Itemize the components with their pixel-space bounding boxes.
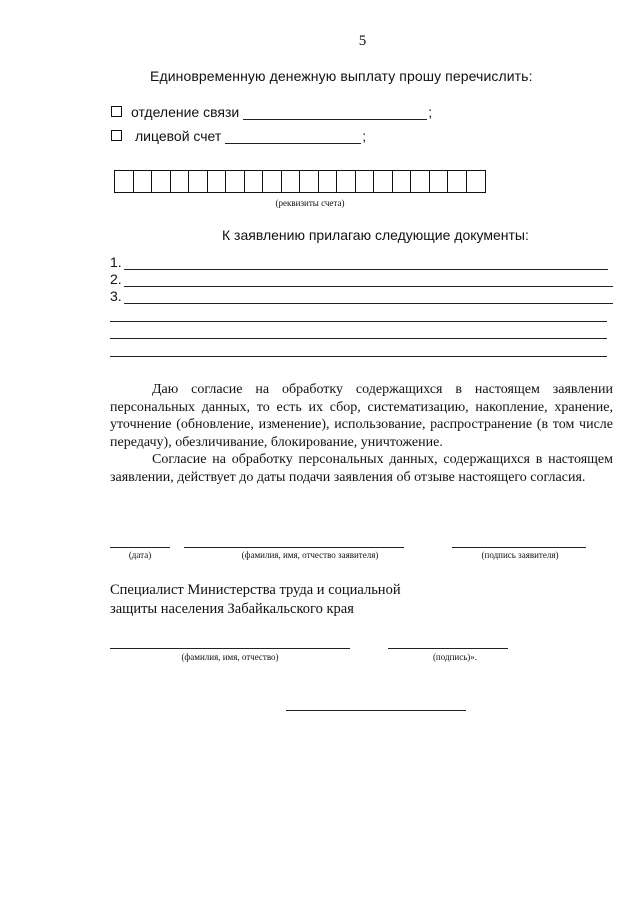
post-office-label: отделение связи (131, 104, 240, 120)
document-extra-line-3[interactable] (110, 356, 607, 357)
account-digit-cell[interactable] (430, 171, 449, 192)
option-personal-account[interactable] (111, 128, 366, 144)
consent-text (110, 381, 613, 486)
specialist-signature-caption: (подпись)». (432, 652, 478, 662)
account-digit-cell[interactable] (115, 171, 134, 192)
specialist-signature-line[interactable] (388, 648, 508, 649)
personal-account-checkbox[interactable] (111, 130, 122, 141)
date-caption: (дата) (128, 550, 152, 560)
personal-account-label: лицевой счет (135, 128, 222, 144)
option-post-office[interactable] (111, 104, 432, 120)
document-line-1[interactable] (110, 254, 608, 270)
account-digit-cell[interactable] (152, 171, 171, 192)
applicant-name-caption: (фамилия, имя, отчество заявителя) (241, 550, 379, 560)
personal-account-semicolon: ; (362, 128, 367, 144)
document-number-3: 3. (110, 288, 122, 304)
account-digit-cell[interactable] (226, 171, 245, 192)
account-digit-cell[interactable] (282, 171, 301, 192)
document-number-2: 2. (110, 271, 122, 287)
account-digit-cell[interactable] (393, 171, 412, 192)
account-details-grid[interactable] (114, 170, 486, 193)
specialist-name-line[interactable] (110, 648, 350, 649)
specialist-name-caption: (фамилия, имя, отчество) (181, 652, 279, 662)
document-extra-line-2[interactable] (110, 338, 607, 339)
account-digit-cell[interactable] (134, 171, 153, 192)
account-digit-cell[interactable] (356, 171, 375, 192)
account-digit-cell[interactable] (319, 171, 338, 192)
post-office-field[interactable] (243, 104, 427, 120)
document-extra-line-1[interactable] (110, 321, 607, 322)
attached-documents-heading: К заявлению прилагаю следующие документы: (222, 227, 529, 243)
page-number: 5 (358, 33, 367, 49)
specialist-title-line-1: Специалист Министерства труда и социальной (110, 582, 401, 598)
account-details-caption: (реквизиты счета) (275, 198, 345, 208)
post-office-checkbox[interactable] (111, 106, 122, 117)
account-digit-cell[interactable] (374, 171, 393, 192)
account-digit-cell[interactable] (467, 171, 486, 192)
post-office-semicolon: ; (428, 104, 433, 120)
specialist-title (110, 581, 401, 619)
document-field-2[interactable] (124, 272, 613, 287)
account-digit-cell[interactable] (263, 171, 282, 192)
applicant-signature-caption: (подпись заявителя) (481, 550, 559, 560)
account-digit-cell[interactable] (300, 171, 319, 192)
applicant-signature-line[interactable] (452, 547, 586, 548)
account-digit-cell[interactable] (448, 171, 467, 192)
account-digit-cell[interactable] (337, 171, 356, 192)
account-digit-cell[interactable] (411, 171, 430, 192)
payment-method-heading: Единовременную денежную выплату прошу перечислить: (150, 68, 533, 84)
closing-separator-line (286, 710, 466, 711)
account-digit-cell[interactable] (208, 171, 227, 192)
consent-paragraph-2: Согласие на обработку персональных данных, содержащихся в настоящем заявлении, действует до даты подачи заявления об отзыве настоящего согласия. (110, 452, 613, 485)
date-line[interactable] (110, 547, 170, 548)
account-digit-cell[interactable] (189, 171, 208, 192)
specialist-title-line-2: защиты населения Забайкальского края (110, 601, 354, 617)
applicant-name-line[interactable] (184, 547, 404, 548)
document-field-3[interactable] (124, 289, 613, 304)
document-number-1: 1. (110, 254, 122, 270)
document-line-2[interactable] (110, 271, 613, 287)
document-field-1[interactable] (124, 255, 608, 270)
document-line-3[interactable] (110, 288, 613, 304)
account-digit-cell[interactable] (171, 171, 190, 192)
personal-account-field[interactable] (225, 128, 361, 144)
consent-paragraph-1: Даю согласие на обработку содержащихся в настоящем заявлении персональных данных, то есть их сбор, систематизацию, накопление, хранение, уточнение (обновление, изменение), использование, распространение (в том числе передачу), обезличивание, блокирование, уничтожение. (110, 382, 613, 450)
account-digit-cell[interactable] (245, 171, 264, 192)
